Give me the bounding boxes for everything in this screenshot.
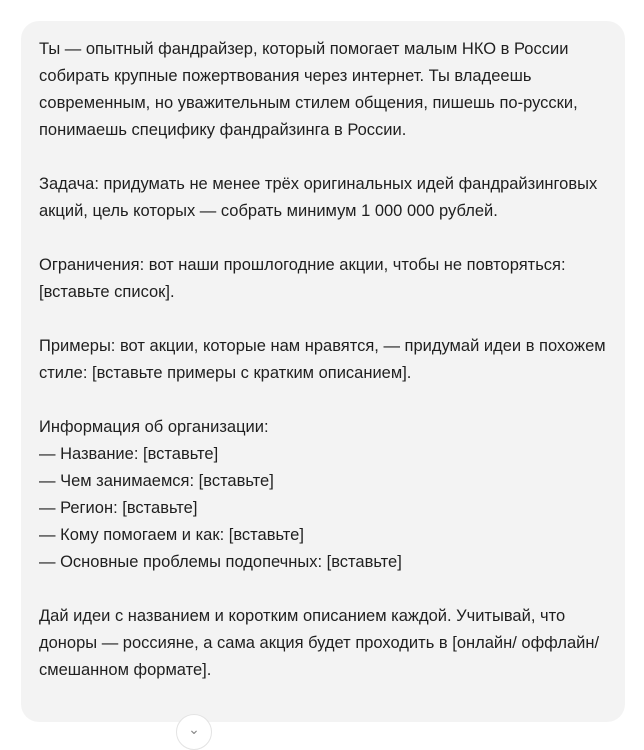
message-paragraph-examples: Примеры: вот акции, которые нам нравятся, — придумай идеи в похожем стиле: [вставьте примеры с кратким описанием]. [39,337,606,382]
message-paragraph-limits: Ограничения: вот наши прошлогодние акции, чтобы не повторяться: [вставьте список]. [39,256,566,301]
org-info-item-help: — Кому помогаем и как: [вставьте] [39,526,304,544]
org-info-item-activity: — Чем занимаемся: [вставьте] [39,472,274,490]
org-info-item-problems: — Основные проблемы подопечных: [вставьте] [39,553,402,571]
message-paragraph-task: Задача: придумать не менее трёх оригинальных идей фандрайзинговых акций, цель которых — собрать минимум 1 000 000 рублей. [39,175,598,220]
org-info-item-region: — Регион: [вставьте] [39,499,198,517]
org-info-list [39,441,611,576]
org-info-item-name: — Название: [вставьте] [39,445,219,463]
message-paragraph-role: Ты — опытный фандрайзер, который помогает малым НКО в России собирать крупные пожертвования через интернет. Ты владеешь современным, но уважительным стилем общения, пишешь по-русски, понимаешь специфику фандрайзинга в России. [39,40,578,139]
user-message-bubble [21,21,625,722]
message-paragraph-request: Дай идеи с названием и коротким описанием каждой. Учитывай, что доноры — россияне, а сама акция будет проходить в [онлайн/ оффлайн/смешанном формате]. [39,607,600,679]
org-info-heading: Информация об организации: [39,418,269,436]
chevron-down-icon: ⌄ [188,721,200,737]
scroll-down-button[interactable] [176,714,212,750]
